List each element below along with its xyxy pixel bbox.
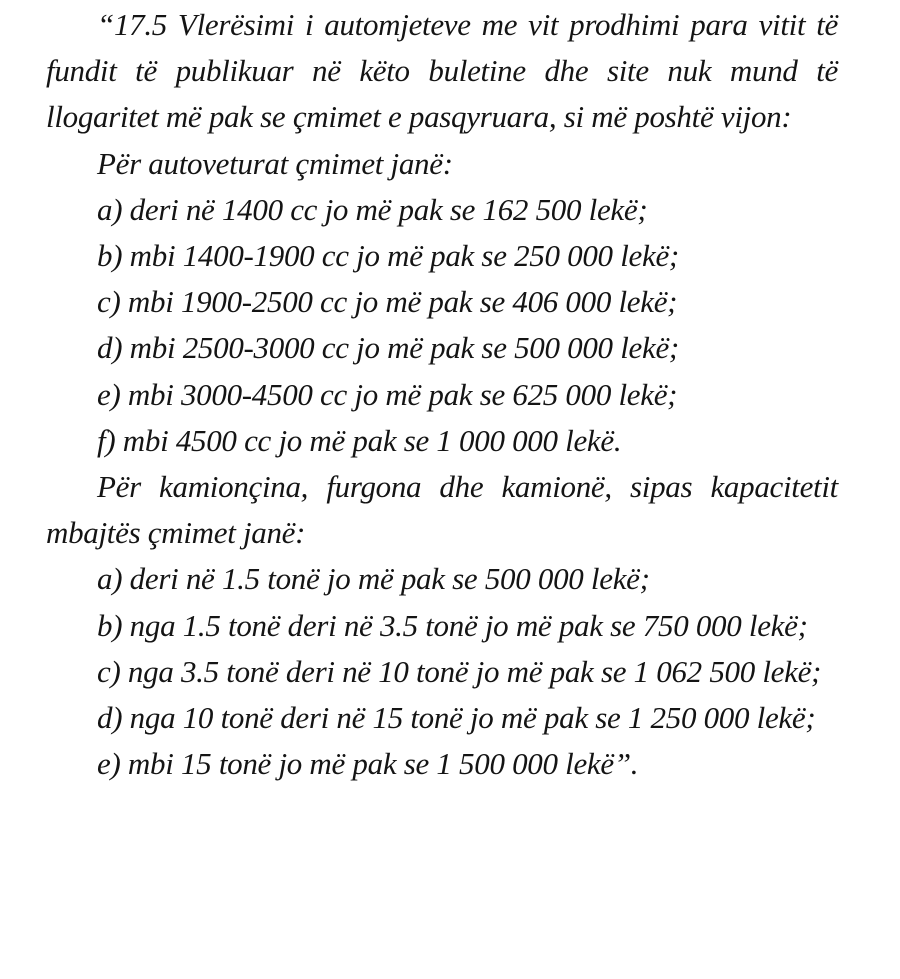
- cars-item-d: d) mbi 2500-3000 cc jo më pak se 500 000 lekë;: [97, 330, 679, 366]
- trucks-item-d: d) nga 10 tonë deri në 15 tonë jo më pak se 1 250 000 lekë;: [97, 700, 816, 736]
- intro-paragraph: “17.5 Vlerësimi i automjeteve me vit prodhimi para vitit të fundit të publikuar në këto buletine dhe site nuk mund të llogaritet më pak se çmimet e pasqyruara, si më poshtë vijon:: [46, 7, 838, 135]
- trucks-heading: Për kamionçina, furgona dhe kamionë, sipas kapacitetit mbajtës çmimet janë:: [46, 469, 838, 551]
- cars-item-e: e) mbi 3000-4500 cc jo më pak se 625 000 lekë;: [97, 376, 678, 412]
- cars-item-f: f) mbi 4500 cc jo më pak se 1 000 000 lekë.: [97, 422, 622, 458]
- legal-text: [46, 2, 838, 787]
- cars-heading: Për autoveturat çmimet janë:: [97, 145, 453, 181]
- trucks-item-c: c) nga 3.5 tonë deri në 10 tonë jo më pak se 1 062 500 lekë;: [97, 653, 822, 689]
- cars-item-a: a) deri në 1400 cc jo më pak se 162 500 lekë;: [97, 191, 648, 227]
- cars-item-c: c) mbi 1900-2500 cc jo më pak se 406 000 lekë;: [97, 284, 678, 320]
- cars-item-b: b) mbi 1400-1900 cc jo më pak se 250 000 lekë;: [97, 238, 679, 274]
- trucks-item-b: b) nga 1.5 tonë deri në 3.5 tonë jo më pak se 750 000 lekë;: [97, 607, 808, 643]
- trucks-item-a: a) deri në 1.5 tonë jo më pak se 500 000 lekë;: [97, 561, 650, 597]
- trucks-item-e: e) mbi 15 tonë jo më pak se 1 500 000 lekë”.: [97, 746, 639, 782]
